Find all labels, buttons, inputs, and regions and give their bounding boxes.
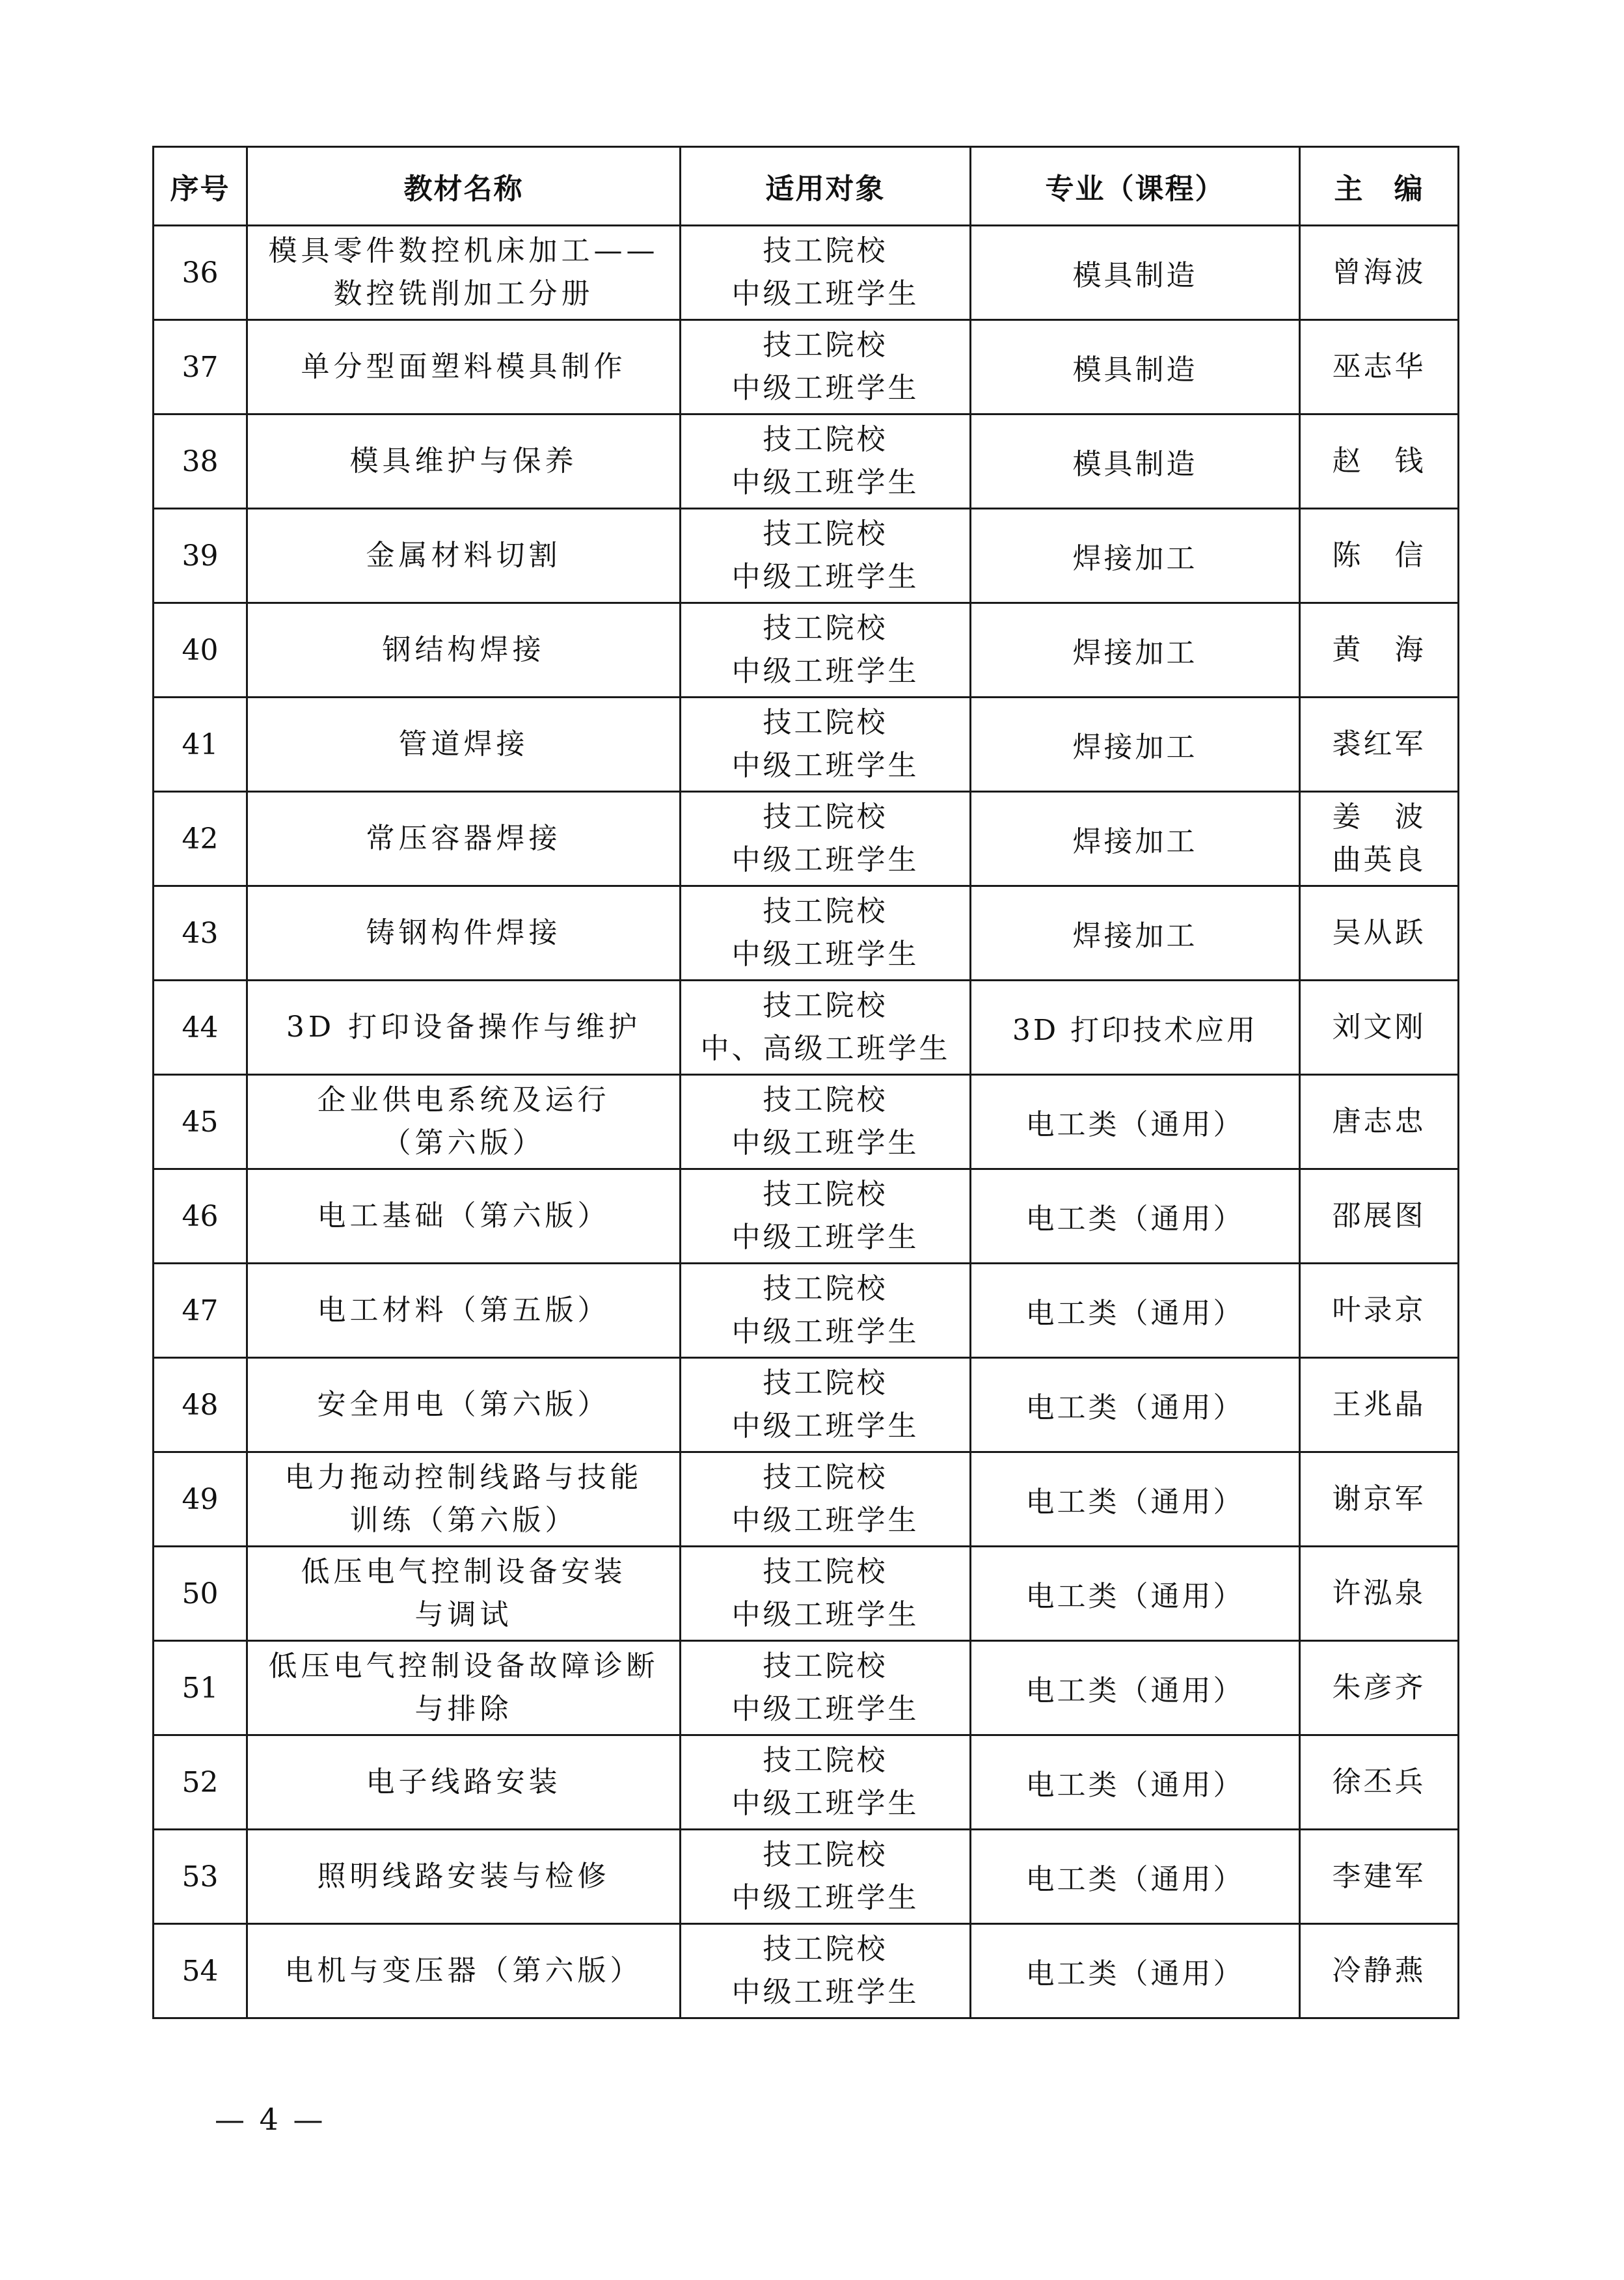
cell-textbook-name-line: 电子线路安装 xyxy=(366,1765,562,1798)
cell-serial-number: 45 xyxy=(154,1075,247,1169)
cell-major-course: 模具制造 xyxy=(971,320,1300,414)
cell-serial-number: 51 xyxy=(154,1641,247,1735)
cell-target-audience xyxy=(681,1547,971,1641)
cell-target-audience-line: 中级工班学生 xyxy=(731,1409,919,1443)
cell-chief-editor-line: 黄 海 xyxy=(1332,633,1426,666)
cell-target-audience-line: 技工院校 xyxy=(763,1744,888,1777)
cell-chief-editor-line: 巫志华 xyxy=(1332,350,1426,383)
cell-target-audience-line: 技工院校 xyxy=(763,612,888,645)
table-row xyxy=(154,1358,1459,1452)
cell-target-audience-line: 技工院校 xyxy=(763,989,888,1022)
table-row xyxy=(154,603,1459,698)
cell-target-audience xyxy=(681,1452,971,1547)
cell-textbook-name-line: 铸钢构件焊接 xyxy=(366,916,562,949)
cell-textbook-name-line: 钢结构焊接 xyxy=(382,633,545,666)
cell-textbook-name-line: 电工材料（第五版） xyxy=(317,1294,610,1327)
cell-textbook-name xyxy=(247,1735,681,1830)
cell-major-course: 模具制造 xyxy=(971,414,1300,509)
cell-target-audience-line: 技工院校 xyxy=(763,517,888,550)
cell-textbook-name xyxy=(247,320,681,414)
cell-chief-editor-line: 冷静燕 xyxy=(1332,1954,1426,1987)
cell-target-audience-line: 技工院校 xyxy=(763,329,888,362)
cell-target-audience xyxy=(681,1830,971,1924)
cell-chief-editor xyxy=(1300,1547,1459,1641)
cell-textbook-name-line: 3D 打印设备操作与维护 xyxy=(286,1011,642,1044)
cell-chief-editor-line: 裘红军 xyxy=(1332,727,1426,761)
cell-major-course: 电工类（通用） xyxy=(971,1358,1300,1452)
table-row xyxy=(154,1735,1459,1830)
cell-textbook-name-line: 数控铣削加工分册 xyxy=(333,277,594,310)
cell-target-audience xyxy=(681,1641,971,1735)
cell-textbook-name-line: 与排除 xyxy=(414,1692,513,1726)
cell-textbook-name xyxy=(247,1547,681,1641)
cell-serial-number: 38 xyxy=(154,414,247,509)
cell-textbook-name xyxy=(247,792,681,886)
cell-textbook-name-line: 安全用电（第六版） xyxy=(317,1388,610,1421)
cell-chief-editor xyxy=(1300,1075,1459,1169)
cell-textbook-name xyxy=(247,1264,681,1358)
cell-chief-editor-line: 许泓泉 xyxy=(1332,1577,1426,1610)
cell-textbook-name xyxy=(247,981,681,1075)
cell-chief-editor xyxy=(1300,1452,1459,1547)
cell-chief-editor xyxy=(1300,1735,1459,1830)
table-row xyxy=(154,509,1459,603)
header-row xyxy=(154,147,1459,226)
cell-target-audience xyxy=(681,1075,971,1169)
cell-target-audience-line: 中级工班学生 xyxy=(731,1787,919,1820)
cell-target-audience-line: 中级工班学生 xyxy=(731,1598,919,1631)
cell-target-audience-line: 技工院校 xyxy=(763,1838,888,1871)
cell-textbook-name xyxy=(247,886,681,981)
cell-target-audience xyxy=(681,603,971,698)
cell-target-audience-line: 中、高级工班学生 xyxy=(700,1032,951,1065)
cell-target-audience-line: 技工院校 xyxy=(763,1272,888,1305)
cell-textbook-name-line: 低压电气控制设备安装 xyxy=(301,1555,627,1588)
cell-chief-editor xyxy=(1300,226,1459,320)
table-row xyxy=(154,226,1459,320)
cell-textbook-name xyxy=(247,1075,681,1169)
cell-major-course: 焊接加工 xyxy=(971,603,1300,698)
cell-chief-editor-line: 陈 信 xyxy=(1332,539,1426,572)
cell-serial-number: 46 xyxy=(154,1169,247,1264)
cell-target-audience-line: 技工院校 xyxy=(763,1649,888,1683)
cell-target-audience-line: 技工院校 xyxy=(763,1083,888,1117)
cell-chief-editor-line: 李建军 xyxy=(1332,1860,1426,1893)
header-target-audience: 适用对象 xyxy=(681,147,971,226)
cell-serial-number: 39 xyxy=(154,509,247,603)
cell-target-audience-line: 技工院校 xyxy=(763,1933,888,1966)
table-row xyxy=(154,1547,1459,1641)
cell-chief-editor xyxy=(1300,414,1459,509)
cell-chief-editor xyxy=(1300,509,1459,603)
cell-serial-number: 50 xyxy=(154,1547,247,1641)
table-row xyxy=(154,981,1459,1075)
cell-target-audience-line: 中级工班学生 xyxy=(731,1692,919,1726)
table-row xyxy=(154,698,1459,792)
table-row xyxy=(154,1264,1459,1358)
cell-target-audience xyxy=(681,320,971,414)
cell-target-audience-line: 技工院校 xyxy=(763,423,888,456)
cell-chief-editor-line: 赵 钱 xyxy=(1332,444,1426,478)
cell-target-audience-line: 中级工班学生 xyxy=(731,1975,919,2009)
cell-chief-editor xyxy=(1300,1641,1459,1735)
cell-chief-editor xyxy=(1300,1169,1459,1264)
cell-major-course: 焊接加工 xyxy=(971,792,1300,886)
header-chief-editor: 主 编 xyxy=(1300,147,1459,226)
cell-target-audience-line: 技工院校 xyxy=(763,800,888,834)
cell-chief-editor-line: 曲英良 xyxy=(1332,843,1426,876)
cell-chief-editor xyxy=(1300,886,1459,981)
cell-textbook-name xyxy=(247,603,681,698)
cell-target-audience-line: 技工院校 xyxy=(763,234,888,267)
cell-target-audience-line: 中级工班学生 xyxy=(731,466,919,499)
cell-major-course: 电工类（通用） xyxy=(971,1547,1300,1641)
cell-chief-editor-line: 邵展图 xyxy=(1332,1199,1426,1232)
cell-target-audience-line: 中级工班学生 xyxy=(731,938,919,971)
cell-serial-number: 41 xyxy=(154,698,247,792)
cell-textbook-name xyxy=(247,1169,681,1264)
cell-target-audience-line: 中级工班学生 xyxy=(731,843,919,876)
cell-serial-number: 47 xyxy=(154,1264,247,1358)
cell-textbook-name xyxy=(247,698,681,792)
cell-serial-number: 53 xyxy=(154,1830,247,1924)
cell-textbook-name xyxy=(247,1452,681,1547)
cell-major-course: 模具制造 xyxy=(971,226,1300,320)
cell-target-audience xyxy=(681,886,971,981)
cell-chief-editor xyxy=(1300,981,1459,1075)
cell-chief-editor-line: 叶录京 xyxy=(1332,1294,1426,1327)
cell-serial-number: 49 xyxy=(154,1452,247,1547)
cell-serial-number: 54 xyxy=(154,1924,247,2018)
cell-target-audience xyxy=(681,226,971,320)
cell-major-course: 电工类（通用） xyxy=(971,1641,1300,1735)
cell-target-audience xyxy=(681,1358,971,1452)
cell-serial-number: 44 xyxy=(154,981,247,1075)
cell-major-course: 电工类（通用） xyxy=(971,1924,1300,2018)
cell-serial-number: 42 xyxy=(154,792,247,886)
cell-serial-number: 40 xyxy=(154,603,247,698)
cell-major-course: 焊接加工 xyxy=(971,509,1300,603)
cell-target-audience xyxy=(681,1169,971,1264)
header-serial-number: 序号 xyxy=(154,147,247,226)
cell-chief-editor xyxy=(1300,320,1459,414)
cell-target-audience-line: 中级工班学生 xyxy=(731,372,919,405)
cell-target-audience-line: 中级工班学生 xyxy=(731,1315,919,1348)
cell-target-audience-line: 技工院校 xyxy=(763,1555,888,1588)
cell-chief-editor-line: 谢京军 xyxy=(1332,1482,1426,1515)
cell-textbook-name-line: （第六版） xyxy=(382,1126,545,1160)
cell-textbook-name-line: 照明线路安装与检修 xyxy=(317,1860,610,1893)
cell-chief-editor-line: 徐丕兵 xyxy=(1332,1765,1426,1798)
cell-chief-editor-line: 刘文刚 xyxy=(1332,1011,1426,1044)
cell-chief-editor xyxy=(1300,1358,1459,1452)
table-row xyxy=(154,320,1459,414)
table-row xyxy=(154,1924,1459,2018)
cell-major-course: 焊接加工 xyxy=(971,886,1300,981)
cell-serial-number: 48 xyxy=(154,1358,247,1452)
cell-textbook-name xyxy=(247,414,681,509)
cell-textbook-name xyxy=(247,509,681,603)
cell-textbook-name-line: 电力拖动控制线路与技能 xyxy=(284,1461,643,1494)
cell-target-audience xyxy=(681,698,971,792)
cell-chief-editor-line: 曾海波 xyxy=(1332,256,1426,289)
cell-target-audience-line: 技工院校 xyxy=(763,895,888,928)
cell-textbook-name-line: 模具零件数控机床加工—— xyxy=(268,234,659,267)
cell-target-audience-line: 中级工班学生 xyxy=(731,655,919,688)
cell-textbook-name xyxy=(247,1641,681,1735)
cell-textbook-name-line: 金属材料切割 xyxy=(366,539,562,572)
cell-textbook-name xyxy=(247,226,681,320)
cell-textbook-name-line: 电机与变压器（第六版） xyxy=(284,1954,643,1987)
cell-textbook-name-line: 与调试 xyxy=(414,1598,513,1631)
cell-target-audience-line: 技工院校 xyxy=(763,1461,888,1494)
table-row xyxy=(154,1830,1459,1924)
table-row xyxy=(154,1169,1459,1264)
table-row xyxy=(154,886,1459,981)
header-major-course: 专业（课程） xyxy=(971,147,1300,226)
table-body xyxy=(154,226,1459,2018)
table-row xyxy=(154,1452,1459,1547)
cell-textbook-name-line: 模具维护与保养 xyxy=(349,444,578,478)
cell-chief-editor xyxy=(1300,1830,1459,1924)
cell-textbook-name-line: 管道焊接 xyxy=(398,727,529,761)
cell-target-audience xyxy=(681,1735,971,1830)
cell-textbook-name-line: 训练（第六版） xyxy=(349,1504,578,1537)
cell-chief-editor xyxy=(1300,1264,1459,1358)
cell-chief-editor-line: 唐志忠 xyxy=(1332,1105,1426,1138)
cell-target-audience xyxy=(681,509,971,603)
cell-chief-editor-line: 王兆晶 xyxy=(1332,1388,1426,1421)
cell-target-audience-line: 中级工班学生 xyxy=(731,1881,919,1914)
cell-target-audience-line: 中级工班学生 xyxy=(731,560,919,593)
cell-target-audience xyxy=(681,414,971,509)
cell-target-audience-line: 中级工班学生 xyxy=(731,1126,919,1160)
table-row xyxy=(154,792,1459,886)
cell-chief-editor-line: 朱彦齐 xyxy=(1332,1671,1426,1704)
cell-major-course: 电工类（通用） xyxy=(971,1264,1300,1358)
table-row xyxy=(154,1641,1459,1735)
cell-target-audience-line: 中级工班学生 xyxy=(731,1504,919,1537)
cell-target-audience xyxy=(681,792,971,886)
cell-major-course: 电工类（通用） xyxy=(971,1169,1300,1264)
cell-chief-editor-line: 吴从跃 xyxy=(1332,916,1426,949)
header-textbook-name: 教材名称 xyxy=(247,147,681,226)
cell-textbook-name-line: 常压容器焊接 xyxy=(366,822,562,855)
textbook-catalog-table xyxy=(152,146,1459,2019)
cell-textbook-name-line: 单分型面塑料模具制作 xyxy=(301,350,627,383)
cell-major-course: 电工类（通用） xyxy=(971,1452,1300,1547)
cell-serial-number: 37 xyxy=(154,320,247,414)
table-header xyxy=(154,147,1459,226)
cell-target-audience-line: 技工院校 xyxy=(763,1178,888,1211)
cell-target-audience xyxy=(681,981,971,1075)
cell-major-course: 电工类（通用） xyxy=(971,1830,1300,1924)
cell-textbook-name-line: 低压电气控制设备故障诊断 xyxy=(268,1649,659,1683)
cell-textbook-name xyxy=(247,1358,681,1452)
cell-chief-editor xyxy=(1300,1924,1459,2018)
cell-target-audience-line: 中级工班学生 xyxy=(731,277,919,310)
cell-major-course: 3D 打印技术应用 xyxy=(971,981,1300,1075)
cell-textbook-name xyxy=(247,1830,681,1924)
cell-major-course: 电工类（通用） xyxy=(971,1075,1300,1169)
cell-chief-editor xyxy=(1300,792,1459,886)
cell-target-audience-line: 中级工班学生 xyxy=(731,1221,919,1254)
table-row xyxy=(154,1075,1459,1169)
cell-target-audience xyxy=(681,1264,971,1358)
cell-serial-number: 52 xyxy=(154,1735,247,1830)
cell-target-audience xyxy=(681,1924,971,2018)
cell-target-audience-line: 技工院校 xyxy=(763,1366,888,1400)
cell-target-audience-line: 技工院校 xyxy=(763,706,888,739)
cell-major-course: 焊接加工 xyxy=(971,698,1300,792)
cell-textbook-name-line: 电工基础（第六版） xyxy=(317,1199,610,1232)
cell-serial-number: 36 xyxy=(154,226,247,320)
cell-major-course: 电工类（通用） xyxy=(971,1735,1300,1830)
cell-chief-editor xyxy=(1300,698,1459,792)
cell-chief-editor-line: 姜 波 xyxy=(1332,800,1426,834)
cell-chief-editor xyxy=(1300,603,1459,698)
cell-textbook-name xyxy=(247,1924,681,2018)
cell-target-audience-line: 中级工班学生 xyxy=(731,749,919,782)
page-number: — 4 — xyxy=(215,2102,326,2137)
cell-textbook-name-line: 企业供电系统及运行 xyxy=(317,1083,610,1117)
cell-serial-number: 43 xyxy=(154,886,247,981)
table-row xyxy=(154,414,1459,509)
